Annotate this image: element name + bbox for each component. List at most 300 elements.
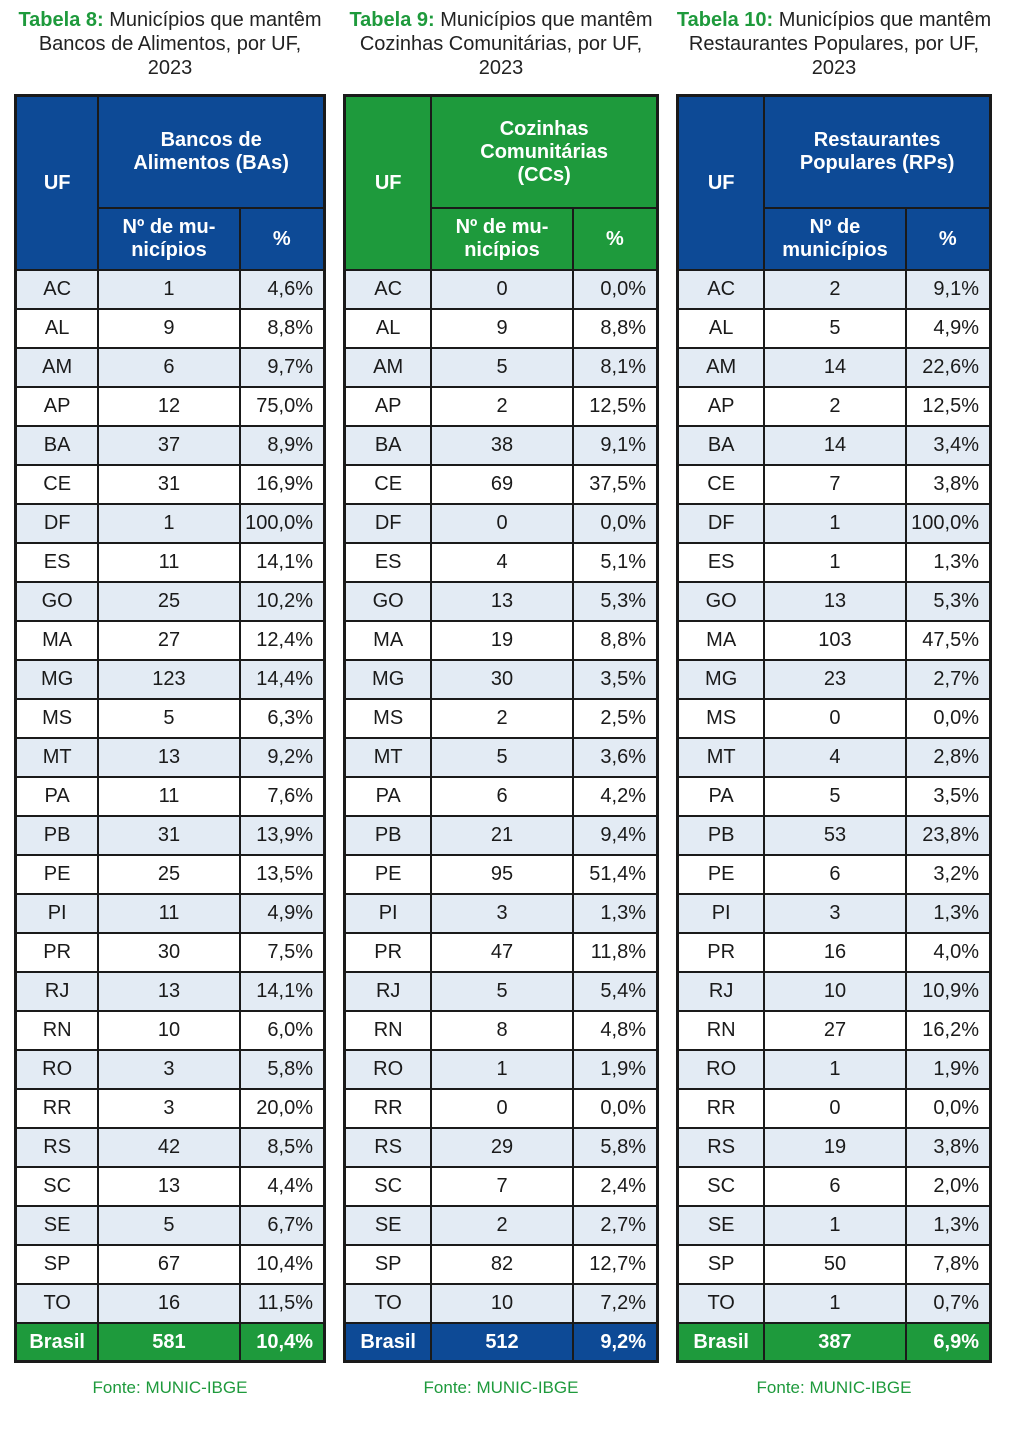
count-header: Nº de mu-nicípios xyxy=(431,208,572,270)
pct-cell: 3,2% xyxy=(906,855,991,894)
table-row xyxy=(678,270,991,309)
uf-cell: DF xyxy=(678,504,765,543)
uf-cell: RN xyxy=(345,1011,432,1050)
table-row xyxy=(345,1167,658,1206)
total-count: 512 xyxy=(431,1323,572,1362)
table-row xyxy=(16,348,325,387)
pct-cell: 0,7% xyxy=(906,1284,991,1323)
count-cell: 1 xyxy=(764,1284,905,1323)
count-cell: 30 xyxy=(431,660,572,699)
uf-cell: MA xyxy=(345,621,432,660)
pct-cell: 4,9% xyxy=(906,309,991,348)
count-cell: 42 xyxy=(98,1128,239,1167)
table-row xyxy=(345,543,658,582)
table-row xyxy=(345,1011,658,1050)
table-row xyxy=(16,1284,325,1323)
table-row xyxy=(678,426,991,465)
pct-cell: 10,9% xyxy=(906,972,991,1011)
uf-cell: TO xyxy=(16,1284,99,1323)
count-cell: 14 xyxy=(764,348,905,387)
uf-header: UF xyxy=(16,96,99,271)
pct-cell: 6,7% xyxy=(240,1206,325,1245)
pct-cell: 2,5% xyxy=(573,699,658,738)
count-cell: 7 xyxy=(764,465,905,504)
pct-cell: 7,6% xyxy=(240,777,325,816)
count-cell: 5 xyxy=(98,1206,239,1245)
table-row xyxy=(16,738,325,777)
table-row xyxy=(16,387,325,426)
uf-cell: AM xyxy=(345,348,432,387)
count-cell: 25 xyxy=(98,582,239,621)
count-header: Nº de municípios xyxy=(764,208,905,270)
uf-cell: MG xyxy=(678,660,765,699)
uf-cell: PI xyxy=(678,894,765,933)
table-row xyxy=(678,348,991,387)
uf-cell: MG xyxy=(16,660,99,699)
table-row xyxy=(345,738,658,777)
source-note: Fonte: MUNIC-IBGE xyxy=(423,1378,579,1397)
total-pct: 9,2% xyxy=(573,1323,658,1362)
group-header: Bancos de Alimentos (BAs) xyxy=(98,96,324,209)
total-pct: 10,4% xyxy=(240,1323,325,1362)
pct-cell: 100,0% xyxy=(240,504,325,543)
uf-cell: AP xyxy=(678,387,765,426)
total-pct: 6,9% xyxy=(906,1323,991,1362)
uf-cell: MS xyxy=(678,699,765,738)
uf-cell: PA xyxy=(345,777,432,816)
table-row xyxy=(345,465,658,504)
table-row xyxy=(678,816,991,855)
count-cell: 7 xyxy=(431,1167,572,1206)
table-row xyxy=(16,855,325,894)
uf-cell: CE xyxy=(678,465,765,504)
total-label: Brasil xyxy=(345,1323,432,1362)
table-row xyxy=(16,1011,325,1050)
uf-cell: RJ xyxy=(16,972,99,1011)
table-row xyxy=(678,777,991,816)
count-cell: 19 xyxy=(431,621,572,660)
uf-cell: AP xyxy=(345,387,432,426)
count-cell: 2 xyxy=(431,387,572,426)
table-row xyxy=(16,894,325,933)
uf-cell: SP xyxy=(16,1245,99,1284)
count-cell: 10 xyxy=(431,1284,572,1323)
pct-cell: 12,5% xyxy=(573,387,658,426)
uf-cell: BA xyxy=(16,426,99,465)
pct-cell: 3,8% xyxy=(906,465,991,504)
table-title-text: Municípios que mantêm Restaurantes Populares, por UF, 2023 xyxy=(688,9,992,79)
pct-cell: 2,7% xyxy=(573,1206,658,1245)
count-cell: 1 xyxy=(431,1050,572,1089)
count-cell: 25 xyxy=(98,855,239,894)
count-cell: 11 xyxy=(98,894,239,933)
table-row xyxy=(678,582,991,621)
uf-cell: SE xyxy=(678,1206,765,1245)
pct-cell: 5,4% xyxy=(573,972,658,1011)
uf-cell: CE xyxy=(16,465,99,504)
uf-header: UF xyxy=(678,96,765,271)
count-cell: 53 xyxy=(764,816,905,855)
table-row xyxy=(345,933,658,972)
pct-cell: 8,8% xyxy=(573,309,658,348)
pct-cell: 7,8% xyxy=(906,1245,991,1284)
pct-cell: 7,2% xyxy=(573,1284,658,1323)
table-row xyxy=(678,855,991,894)
pct-cell: 5,3% xyxy=(906,582,991,621)
uf-cell: ES xyxy=(16,543,99,582)
count-cell: 6 xyxy=(764,1167,905,1206)
uf-cell: PE xyxy=(345,855,432,894)
table-row xyxy=(678,699,991,738)
count-cell: 67 xyxy=(98,1245,239,1284)
table-row xyxy=(345,777,658,816)
table-row xyxy=(16,972,325,1011)
table-row xyxy=(16,1167,325,1206)
source-note: Fonte: MUNIC-IBGE xyxy=(92,1378,248,1397)
table-row xyxy=(16,582,325,621)
pct-cell: 13,9% xyxy=(240,816,325,855)
count-cell: 0 xyxy=(764,699,905,738)
uf-cell: PB xyxy=(16,816,99,855)
uf-cell: AL xyxy=(678,309,765,348)
pct-cell: 37,5% xyxy=(573,465,658,504)
uf-cell: MT xyxy=(16,738,99,777)
total-count: 387 xyxy=(764,1323,905,1362)
pct-cell: 10,4% xyxy=(240,1245,325,1284)
table-row xyxy=(678,972,991,1011)
count-cell: 38 xyxy=(431,426,572,465)
count-cell: 5 xyxy=(431,348,572,387)
uf-cell: AL xyxy=(345,309,432,348)
pct-cell: 4,8% xyxy=(573,1011,658,1050)
uf-cell: TO xyxy=(345,1284,432,1323)
table-row xyxy=(678,1284,991,1323)
count-cell: 13 xyxy=(98,738,239,777)
table-row xyxy=(345,894,658,933)
table-row xyxy=(345,348,658,387)
table-row xyxy=(345,1284,658,1323)
table-row xyxy=(678,1167,991,1206)
total-row xyxy=(678,1323,991,1362)
uf-cell: MT xyxy=(678,738,765,777)
count-cell: 5 xyxy=(98,699,239,738)
count-cell: 5 xyxy=(764,309,905,348)
pct-cell: 8,9% xyxy=(240,426,325,465)
pct-header: % xyxy=(573,208,658,270)
table-title-lead: Tabela 9: xyxy=(349,9,435,31)
count-cell: 11 xyxy=(98,543,239,582)
table-9 xyxy=(343,94,659,1363)
count-cell: 29 xyxy=(431,1128,572,1167)
pct-header: % xyxy=(906,208,991,270)
count-cell: 2 xyxy=(431,1206,572,1245)
pct-cell: 0,0% xyxy=(573,1089,658,1128)
table-8 xyxy=(14,94,326,1363)
count-cell: 14 xyxy=(764,426,905,465)
table-row xyxy=(345,1089,658,1128)
uf-cell: RS xyxy=(678,1128,765,1167)
count-cell: 0 xyxy=(764,1089,905,1128)
pct-cell: 3,5% xyxy=(906,777,991,816)
count-cell: 4 xyxy=(431,543,572,582)
pct-cell: 75,0% xyxy=(240,387,325,426)
count-cell: 37 xyxy=(98,426,239,465)
pct-cell: 47,5% xyxy=(906,621,991,660)
uf-cell: AL xyxy=(16,309,99,348)
table-row xyxy=(678,1245,991,1284)
count-cell: 30 xyxy=(98,933,239,972)
count-cell: 50 xyxy=(764,1245,905,1284)
table-body xyxy=(16,270,325,1323)
table-row xyxy=(16,1089,325,1128)
pct-cell: 51,4% xyxy=(573,855,658,894)
table-row xyxy=(16,543,325,582)
count-cell: 9 xyxy=(431,309,572,348)
pct-cell: 3,8% xyxy=(906,1128,991,1167)
pct-cell: 14,4% xyxy=(240,660,325,699)
uf-cell: CE xyxy=(345,465,432,504)
table-row xyxy=(16,1050,325,1089)
pct-cell: 11,5% xyxy=(240,1284,325,1323)
pct-cell: 4,6% xyxy=(240,270,325,309)
pct-cell: 0,0% xyxy=(573,504,658,543)
count-cell: 3 xyxy=(98,1089,239,1128)
uf-cell: PR xyxy=(16,933,99,972)
table-9-title xyxy=(343,8,659,80)
table-row xyxy=(345,1128,658,1167)
count-cell: 47 xyxy=(431,933,572,972)
table-title-lead: Tabela 8: xyxy=(18,9,104,31)
count-cell: 0 xyxy=(431,504,572,543)
count-cell: 19 xyxy=(764,1128,905,1167)
count-cell: 9 xyxy=(98,309,239,348)
uf-cell: RR xyxy=(345,1089,432,1128)
table-row xyxy=(345,270,658,309)
pct-cell: 12,5% xyxy=(906,387,991,426)
count-cell: 23 xyxy=(764,660,905,699)
pct-cell: 1,3% xyxy=(573,894,658,933)
pct-header: % xyxy=(240,208,325,270)
table-row xyxy=(678,1089,991,1128)
total-row xyxy=(345,1323,658,1362)
pct-cell: 8,1% xyxy=(573,348,658,387)
count-cell: 6 xyxy=(431,777,572,816)
uf-cell: SE xyxy=(345,1206,432,1245)
table-row xyxy=(345,855,658,894)
count-cell: 10 xyxy=(764,972,905,1011)
uf-cell: SP xyxy=(345,1245,432,1284)
pct-cell: 5,3% xyxy=(573,582,658,621)
table-row xyxy=(345,816,658,855)
count-cell: 6 xyxy=(98,348,239,387)
table-row xyxy=(16,660,325,699)
pct-cell: 5,8% xyxy=(573,1128,658,1167)
pct-cell: 1,9% xyxy=(906,1050,991,1089)
pct-cell: 20,0% xyxy=(240,1089,325,1128)
pct-cell: 14,1% xyxy=(240,972,325,1011)
count-cell: 0 xyxy=(431,270,572,309)
count-cell: 11 xyxy=(98,777,239,816)
uf-cell: GO xyxy=(678,582,765,621)
table-row xyxy=(678,465,991,504)
count-cell: 31 xyxy=(98,816,239,855)
uf-cell: MS xyxy=(16,699,99,738)
table-row xyxy=(678,621,991,660)
pct-cell: 12,7% xyxy=(573,1245,658,1284)
count-cell: 0 xyxy=(431,1089,572,1128)
count-cell: 123 xyxy=(98,660,239,699)
table-row xyxy=(345,1245,658,1284)
table-title-text: Municípios que mantêm Bancos de Alimentos, por UF, 2023 xyxy=(38,9,322,79)
uf-cell: MA xyxy=(16,621,99,660)
pct-cell: 13,5% xyxy=(240,855,325,894)
uf-cell: PA xyxy=(678,777,765,816)
pct-cell: 9,4% xyxy=(573,816,658,855)
uf-cell: SC xyxy=(678,1167,765,1206)
uf-cell: RO xyxy=(345,1050,432,1089)
table-row xyxy=(16,777,325,816)
pct-cell: 16,2% xyxy=(906,1011,991,1050)
count-cell: 6 xyxy=(764,855,905,894)
pct-cell: 4,4% xyxy=(240,1167,325,1206)
pct-cell: 0,0% xyxy=(573,270,658,309)
pct-cell: 8,8% xyxy=(573,621,658,660)
uf-cell: MS xyxy=(345,699,432,738)
table-row xyxy=(16,270,325,309)
uf-cell: RN xyxy=(16,1011,99,1050)
uf-cell: RS xyxy=(345,1128,432,1167)
count-cell: 13 xyxy=(98,1167,239,1206)
source-note: Fonte: MUNIC-IBGE xyxy=(756,1378,912,1397)
uf-header: UF xyxy=(345,96,432,271)
table-row xyxy=(678,1206,991,1245)
table-row xyxy=(16,504,325,543)
uf-cell: PA xyxy=(16,777,99,816)
pct-cell: 22,6% xyxy=(906,348,991,387)
uf-cell: PB xyxy=(678,816,765,855)
count-cell: 5 xyxy=(764,777,905,816)
count-cell: 8 xyxy=(431,1011,572,1050)
count-cell: 2 xyxy=(431,699,572,738)
uf-cell: SC xyxy=(16,1167,99,1206)
uf-cell: RR xyxy=(678,1089,765,1128)
uf-cell: DF xyxy=(16,504,99,543)
count-header: Nº de mu-nicípios xyxy=(98,208,239,270)
pct-cell: 8,5% xyxy=(240,1128,325,1167)
count-cell: 31 xyxy=(98,465,239,504)
count-cell: 1 xyxy=(764,504,905,543)
table-row xyxy=(345,426,658,465)
pct-cell: 0,0% xyxy=(906,1089,991,1128)
pct-cell: 6,0% xyxy=(240,1011,325,1050)
pct-cell: 1,3% xyxy=(906,894,991,933)
uf-cell: RJ xyxy=(678,972,765,1011)
total-label: Brasil xyxy=(678,1323,765,1362)
table-row xyxy=(678,894,991,933)
count-cell: 4 xyxy=(764,738,905,777)
pct-cell: 100,0% xyxy=(906,504,991,543)
uf-cell: PE xyxy=(678,855,765,894)
table-row xyxy=(16,816,325,855)
count-cell: 16 xyxy=(98,1284,239,1323)
table-row xyxy=(345,582,658,621)
pct-cell: 2,4% xyxy=(573,1167,658,1206)
count-cell: 21 xyxy=(431,816,572,855)
pct-cell: 11,8% xyxy=(573,933,658,972)
pct-cell: 8,8% xyxy=(240,309,325,348)
pct-cell: 14,1% xyxy=(240,543,325,582)
uf-cell: AM xyxy=(678,348,765,387)
pct-cell: 7,5% xyxy=(240,933,325,972)
uf-cell: MA xyxy=(678,621,765,660)
uf-cell: PR xyxy=(678,933,765,972)
count-cell: 3 xyxy=(431,894,572,933)
uf-cell: RO xyxy=(678,1050,765,1089)
uf-cell: PI xyxy=(16,894,99,933)
pct-cell: 23,8% xyxy=(906,816,991,855)
pct-cell: 3,5% xyxy=(573,660,658,699)
pct-cell: 1,3% xyxy=(906,543,991,582)
uf-cell: RN xyxy=(678,1011,765,1050)
table-row xyxy=(345,309,658,348)
count-cell: 103 xyxy=(764,621,905,660)
uf-cell: SE xyxy=(16,1206,99,1245)
table-row xyxy=(16,933,325,972)
count-cell: 12 xyxy=(98,387,239,426)
uf-cell: DF xyxy=(345,504,432,543)
count-cell: 2 xyxy=(764,270,905,309)
uf-cell: PI xyxy=(345,894,432,933)
table-row xyxy=(345,387,658,426)
pct-cell: 2,7% xyxy=(906,660,991,699)
uf-cell: RR xyxy=(16,1089,99,1128)
table-row xyxy=(16,309,325,348)
uf-cell: AM xyxy=(16,348,99,387)
uf-cell: PR xyxy=(345,933,432,972)
count-cell: 27 xyxy=(98,621,239,660)
uf-cell: MG xyxy=(345,660,432,699)
uf-cell: ES xyxy=(345,543,432,582)
count-cell: 1 xyxy=(764,1050,905,1089)
table-8-title xyxy=(14,8,326,80)
table-row xyxy=(16,699,325,738)
pct-cell: 6,3% xyxy=(240,699,325,738)
table-row xyxy=(16,426,325,465)
table-row xyxy=(678,933,991,972)
total-label: Brasil xyxy=(16,1323,99,1362)
uf-cell: ES xyxy=(678,543,765,582)
table-row xyxy=(678,309,991,348)
table-title-lead: Tabela 10: xyxy=(676,9,774,31)
uf-cell: AC xyxy=(345,270,432,309)
table-body xyxy=(345,270,658,1323)
uf-cell: GO xyxy=(16,582,99,621)
uf-cell: BA xyxy=(678,426,765,465)
table-row xyxy=(345,699,658,738)
count-cell: 5 xyxy=(431,972,572,1011)
table-row xyxy=(678,1128,991,1167)
pct-cell: 9,2% xyxy=(240,738,325,777)
pct-cell: 1,3% xyxy=(906,1206,991,1245)
count-cell: 3 xyxy=(764,894,905,933)
uf-cell: PB xyxy=(345,816,432,855)
count-cell: 69 xyxy=(431,465,572,504)
pct-cell: 1,9% xyxy=(573,1050,658,1089)
count-cell: 1 xyxy=(764,543,905,582)
uf-cell: AC xyxy=(678,270,765,309)
uf-cell: SP xyxy=(678,1245,765,1284)
uf-cell: RO xyxy=(16,1050,99,1089)
